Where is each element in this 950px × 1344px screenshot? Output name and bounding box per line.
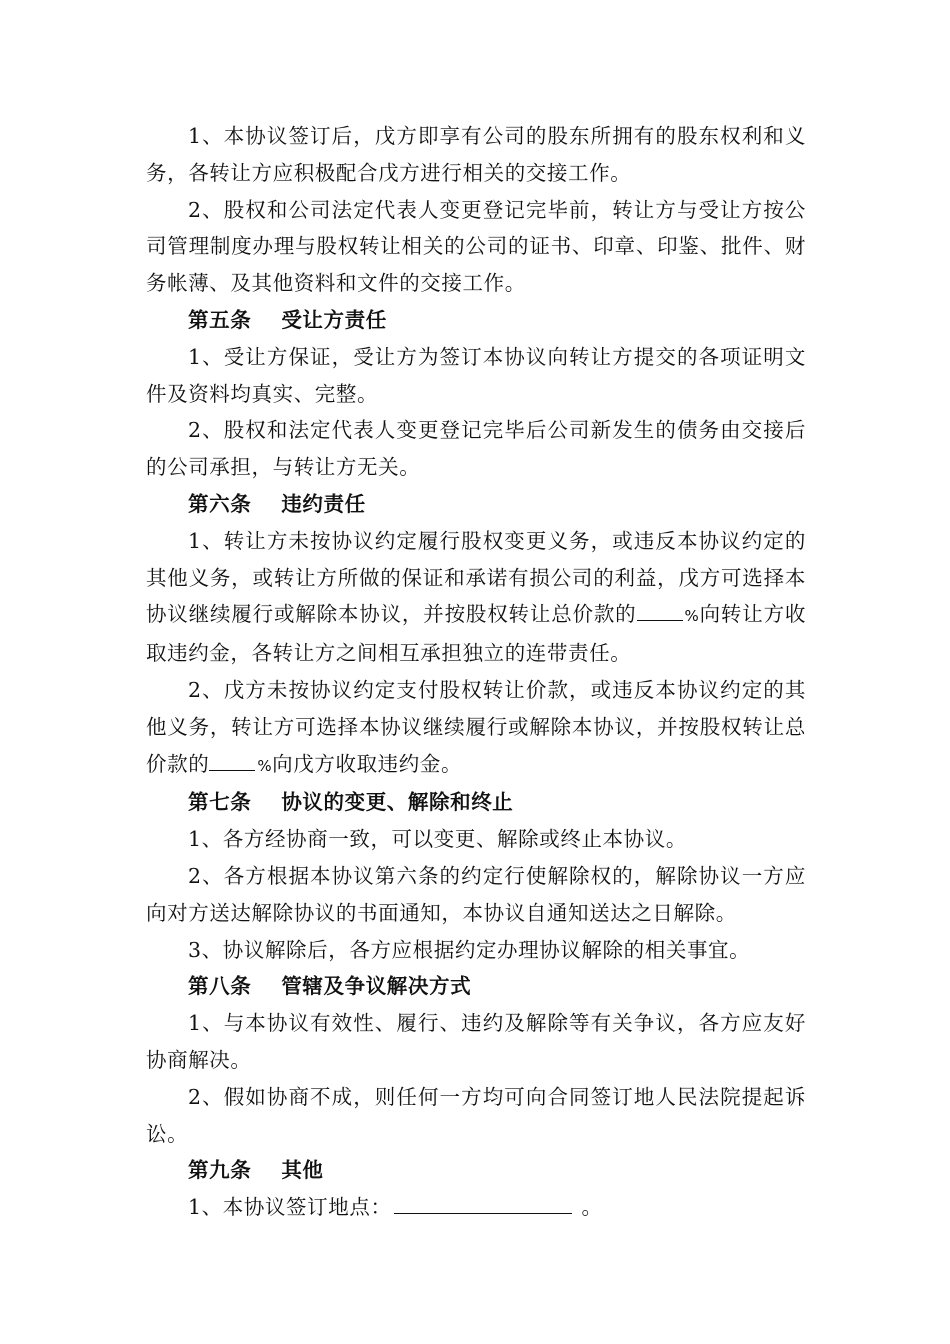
clause-6-item-2: [146, 672, 806, 784]
clause-6-item-2-text-b: 向戊方收取违约金。: [272, 751, 463, 776]
clause-7-title: 协议的变更、解除和终止: [281, 790, 514, 815]
clause-7-number: 第七条: [188, 790, 252, 815]
penalty-percent-blank-1[interactable]: [637, 600, 683, 621]
clause-9-item-1-label: 1、本协议签订地点：: [188, 1195, 392, 1220]
clause-5-item-1: 1、受让方保证，受让方为签订本协议向转让方提交的各项证明文件及资料均真实、完整。: [146, 344, 806, 406]
signing-place-blank[interactable]: [394, 1193, 572, 1214]
clause-7-item-3: 3、协议解除后，各方应根据约定办理协议解除的相关事宜。: [188, 937, 751, 962]
clause-7-item-1: 1、各方经协商一致，可以变更、解除或终止本协议。: [188, 827, 687, 852]
clause-6-item-1-text-b: 向转让方收取违约金，各转让方之间相互承担独立的连带责任。: [146, 602, 806, 666]
clause-8-heading: [146, 968, 806, 1005]
clause-6-item-1: [146, 523, 806, 672]
clause-5-title: 受让方责任: [281, 307, 387, 332]
clause-6-item-2-text-a: 2、戊方未按协议约定支付股权转让价款，或违反本协议约定的其他义务，转让方可选择本协议继续履行或解除本协议，并按股权转让总价款的: [146, 677, 806, 776]
clause-6-number: 第六条: [188, 491, 252, 516]
clause-8-number: 第八条: [188, 974, 252, 999]
clause-9-item-1-end: 。: [581, 1195, 603, 1220]
clause-8-item-1: 1、与本协议有效性、履行、违约及解除等有关争议，各方应友好协商解决。: [146, 1011, 806, 1072]
document-body: [146, 118, 806, 1226]
clause-6-item-1-text-a: 1、转让方未按协议约定履行股权变更义务，或违反本协议约定的其他义务，或转让方所做的保证和承诺有损公司的利益，戊方可选择本协议继续履行或解除本协议，并按股权转让总价款的: [146, 528, 806, 627]
clause-7-heading: [146, 784, 806, 821]
clause-4-item-1: 1、本协议签订后，戊方即享有公司的股东所拥有的股东权利和义务，各转让方应积极配合戊方进行相关的交接工作。: [146, 124, 806, 185]
clause-4-item-2: 2、股权和公司法定代表人变更登记完毕前，转让方与受让方按公司管理制度办理与股权转让相关的公司的证书、印章、印鉴、批件、财务帐薄、及其他资料和文件的交接工作。: [146, 197, 806, 296]
clause-7-item-2: 2、各方根据本协议第六条的约定行使解除权的，解除协议一方应向对方送达解除协议的书面通知，本协议自通知送达之日解除。: [146, 863, 806, 925]
penalty-percent-blank-2[interactable]: [209, 750, 255, 771]
percent-sign-2: %: [257, 756, 273, 775]
clause-5-item-2: 2、股权和法定代表人变更登记完毕后公司新发生的债务由交接后的公司承担，与转让方无关。: [146, 418, 806, 480]
clause-8-item-2: 2、假如协商不成，则任何一方均可向合同签订地人民法院提起诉讼。: [146, 1084, 806, 1146]
clause-9-item-1: [146, 1189, 806, 1226]
clause-9-title: 其他: [281, 1158, 324, 1183]
clause-6-title: 违约责任: [281, 491, 366, 516]
clause-5-number: 第五条: [188, 307, 252, 332]
percent-sign-1: %: [684, 607, 700, 626]
clause-8-title: 管辖及争议解决方式: [281, 974, 472, 999]
clause-6-heading: [146, 486, 806, 523]
clause-9-heading: [146, 1152, 806, 1189]
clause-5-heading: [146, 302, 806, 339]
clause-9-number: 第九条: [188, 1158, 252, 1183]
